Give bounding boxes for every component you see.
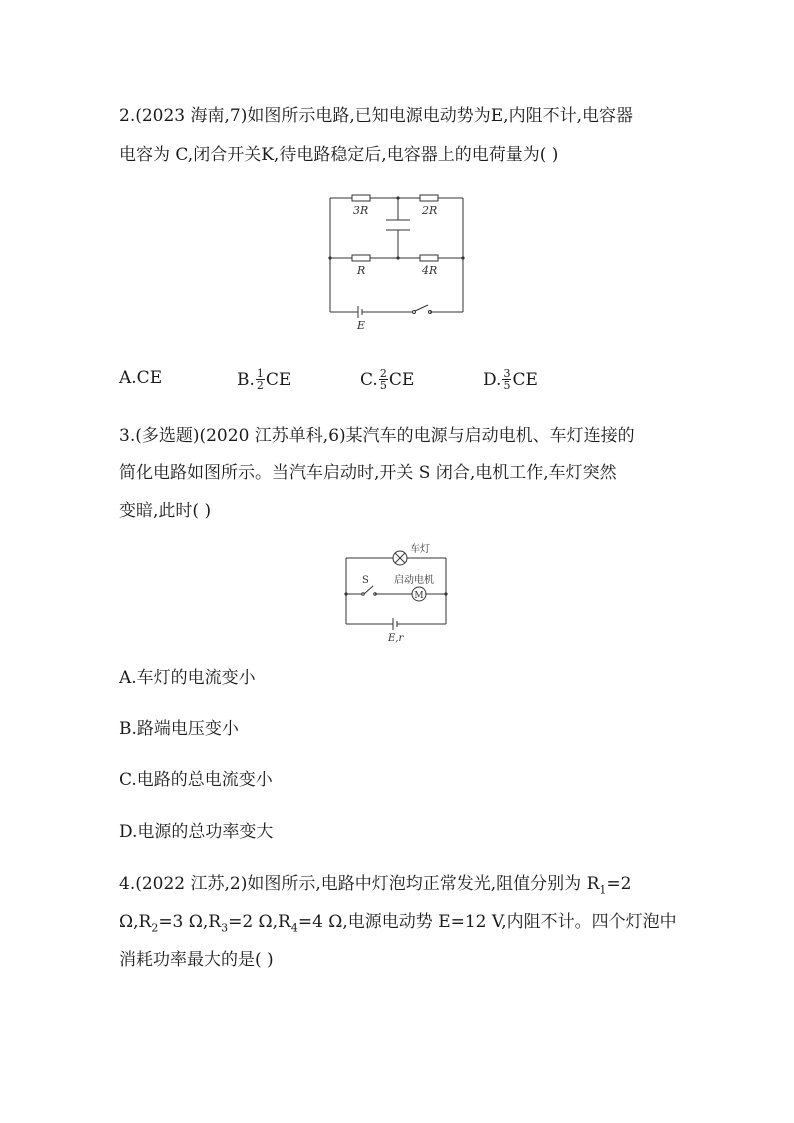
resistor-3r xyxy=(352,195,370,201)
q2-option-c[interactable]: C. $\frac{2}{5}$ CE xyxy=(360,367,415,392)
resistor-r xyxy=(352,255,370,261)
q3-option-d[interactable]: D.电源的总功率变大 xyxy=(119,822,274,842)
q4-text-line-2: $\Omega,R_2=3$ $\Omega,R_3=2$ $\Omega,R_4=4$ Ω,电源电动势 E=12 V,内阻不计。四个灯泡中 xyxy=(119,912,677,935)
q2-option-a[interactable]: A.CE xyxy=(119,368,163,388)
label-er: E,r xyxy=(388,633,404,644)
resistor-4r xyxy=(420,255,438,261)
q2-circuit-diagram xyxy=(320,190,470,330)
q2-option-d[interactable]: D. $\frac{3}{5}$ CE xyxy=(483,367,538,392)
resistor-2r xyxy=(420,195,438,201)
fraction: $\frac{3}{5}$ xyxy=(503,367,511,392)
fraction: $\frac{2}{5}$ xyxy=(379,367,387,392)
label-e: E xyxy=(357,319,366,330)
label-m: M xyxy=(414,591,424,601)
label-r: R xyxy=(357,264,366,277)
label-3r: 3R xyxy=(353,204,369,217)
q2-option-b[interactable]: B. $\frac{1}{2}$ CE xyxy=(237,367,292,392)
q3-option-c[interactable]: C.电路的总电流变小 xyxy=(119,770,273,790)
q2-text-line-2: 电容为 C,闭合开关K,待电路稳定后,电容器上的电荷量为( ) xyxy=(119,145,559,165)
q3-text-line-3: 变暗,此时( ) xyxy=(119,501,212,521)
q3-option-a[interactable]: A.车灯的电流变小 xyxy=(119,668,256,688)
fraction: $\frac{1}{2}$ xyxy=(256,367,264,392)
q2-text-line-1: 2.(2023 海南,7)如图所示电路,已知电源电动势为E,内阻不计,电容器 xyxy=(119,106,633,126)
label-lamp: 车灯 xyxy=(410,544,430,555)
q3-option-b[interactable]: B.路端电压变小 xyxy=(119,719,239,739)
label-switch-s: S xyxy=(362,575,369,586)
q4-text-line-1: 4.(2022 江苏,2)如图所示,电路中灯泡均正常发光,阻值分别为 $R_1=2$ xyxy=(119,874,632,897)
label-motor: 启动电机 xyxy=(394,575,434,586)
q3-circuit-diagram xyxy=(340,540,452,646)
label-4r: 4R xyxy=(422,264,438,277)
q3-text-line-1: 3.(多选题)(2020 江苏单科,6)某汽车的电源与启动电机、车灯连接的 xyxy=(119,426,635,446)
label-2r: 2R xyxy=(422,204,438,217)
q4-text-line-3: 消耗功率最大的是( ) xyxy=(119,950,274,970)
q3-text-line-2: 简化电路如图所示。当汽车启动时,开关 S 闭合,电机工作,车灯突然 xyxy=(119,463,617,483)
